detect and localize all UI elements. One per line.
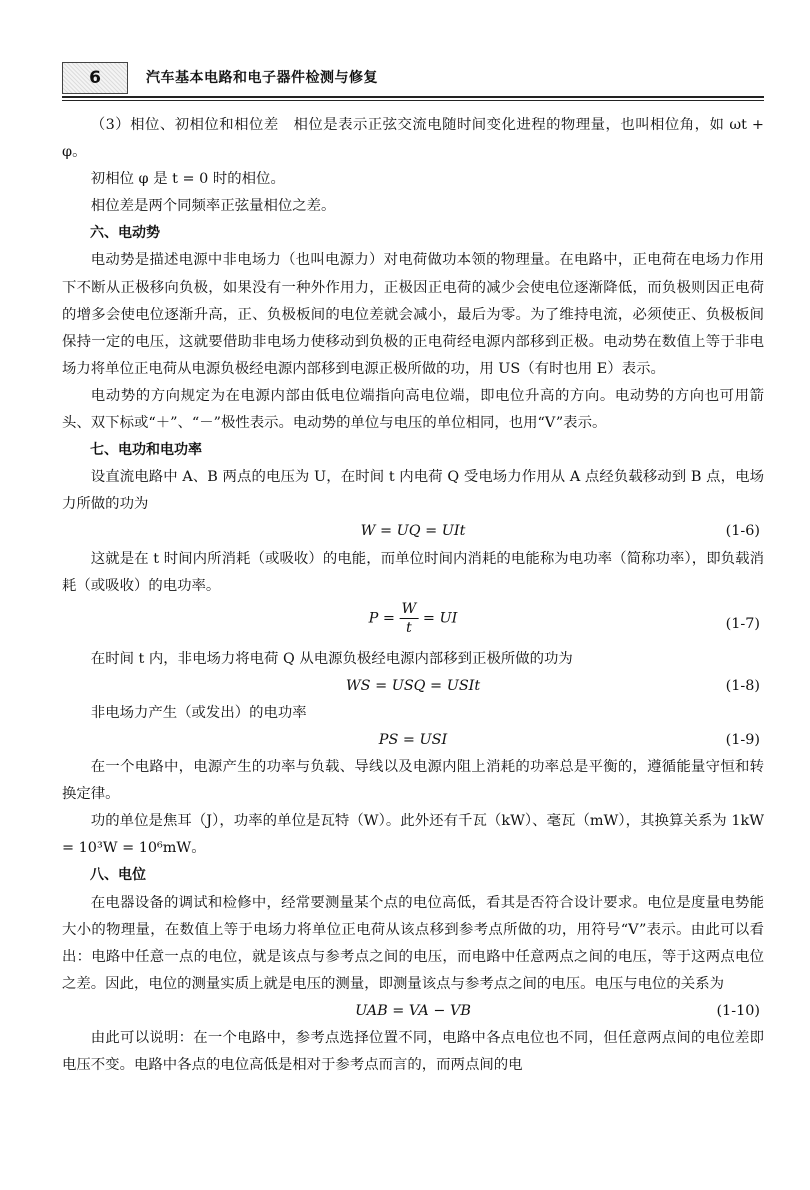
paragraph-emf-definition: 电动势是描述电源中非电场力（也叫电源力）对电荷做功本领的物理量。在电路中，正电荷在电场力作用下不断从正极移向负极，如果没有一种外作用力，正极因正电荷的减少会使电位逐渐降低，而负极则因正电荷的增多会使电位逐渐升高，正、负极板间的电位差就会减小，最后为零。为了维持电流，必须使正、负极板间保持一定的电压，这就要借助非电场力使移动到负极的正电荷经电源内部移到正极。电动势在数值上等于非电场力将单位正电荷从电源负极经电源内部移到电源正极所做的功，用 US（有时也用 E）表示。 [62,252,764,377]
equation-1-7-fraction [400,600,419,637]
paragraph-reference-point: 由此可以说明：在一个电路中，参考点选择位置不同，电路中各点电位也不同，但任意两点间的电位差即电压不变。电路中各点的电位高低是相对于参考点而言的，而两点间的电 [62,1030,764,1074]
section-heading-power: 七、电功和电功率 [90,442,202,459]
paragraph-initial-phase: 初相位 φ 是 t = 0 时的相位。 [90,171,285,188]
equation-1-9-number: (1-9) [725,731,760,748]
equation-1-9 [62,727,764,754]
equation-1-8 [62,673,764,700]
paragraph-emf-direction: 电动势的方向规定为在电源内部由低电位端指向高电位端，即电位升高的方向。电动势的方向也可用箭头、双下标或“＋”、“－”极性表示。电动势的单位与电压的单位相同，也用“V”表示。 [62,387,764,432]
equation-1-7-formula [369,600,458,637]
equation-1-6 [62,518,764,545]
equation-1-6-number: (1-6) [725,523,760,540]
paragraph-potential: 在电器设备的调试和检修中，经常要测量某个点的电位高低，看其是否符合设计要求。电位是度量电势能大小的物理量，在数值上等于电场力将单位正电荷从该点移到参考点所做的功，用符号“V”表示。由此可以看出：电路中任意一点的电位，就是该点与参考点之间的电压，而电路中任意两点之间的电压，等于这两点电位之差。因此，电位的测量实质上就是电压的测量，即测量该点与参考点之间的电压。电压与电位的关系为 [62,894,764,992]
paragraph-source-power: 非电场力产生（或发出）的电功率 [90,704,307,721]
paragraph-source-work: 在时间 t 内，非电场力将电荷 Q 从电源负极经电源内部移到正极所做的功为 [90,650,573,667]
equation-1-9-formula: PS = USI [378,731,448,748]
paragraph-power-balance: 在一个电路中，电源产生的功率与负载、导线以及电源内阻上消耗的功率总是平衡的，遵循能量守恒和转换定律。 [62,759,764,803]
equation-1-10-number: (1-10) [716,1002,760,1019]
running-title: 汽车基本电路和电子器件检测与修复 [146,70,378,86]
paragraph-power: 这就是在 t 时间内所消耗（或吸收）的电能，而单位时间内消耗的电能称为电功率（简称功率），即负载消耗（或吸收）的电功率。 [62,550,764,594]
section-heading-emf: 六、电动势 [90,225,160,242]
page-number: 6 [62,62,128,94]
equation-1-7-number: (1-7) [725,615,760,632]
header-rule [62,96,764,98]
equation-1-7 [62,600,764,646]
equation-1-7-lhs: P = [368,610,395,627]
equation-1-10 [62,998,764,1025]
equation-1-7-rhs: = UI [422,610,458,627]
equation-1-7-numerator: W [401,600,417,617]
equation-1-8-formula: WS = USQ = USIt [345,677,481,694]
paragraph-phase-difference: 相位差是两个同频率正弦量相位之差。 [90,198,336,215]
page-header [62,62,764,96]
equation-1-7-denominator: t [406,619,412,636]
section-heading-potential: 八、电位 [90,867,146,884]
equation-1-6-formula: W = UQ = UIt [360,523,466,540]
header-rule-thin [62,100,764,101]
paragraph-units: 功的单位是焦耳（J），功率的单位是瓦特（W）。此外还有千瓦（kW）、毫瓦（mW），其换算关系为 1kW = 10³W = 10⁶mW。 [62,813,764,857]
page-body [62,112,764,1079]
equation-1-8-number: (1-8) [725,677,760,694]
equation-1-10-formula: UAB = VA − VB [355,1002,471,1019]
paragraph-work: 设直流电路中 A、B 两点的电压为 U，在时间 t 内电荷 Q 受电场力作用从 A 点经负载移动到 B 点，电场力所做的功为 [62,469,764,513]
paragraph-phase: （3）相位、初相位和相位差 相位是表示正弦交流电随时间变化进程的物理量，也叫相位角，如 ωt + φ。 [62,117,764,161]
